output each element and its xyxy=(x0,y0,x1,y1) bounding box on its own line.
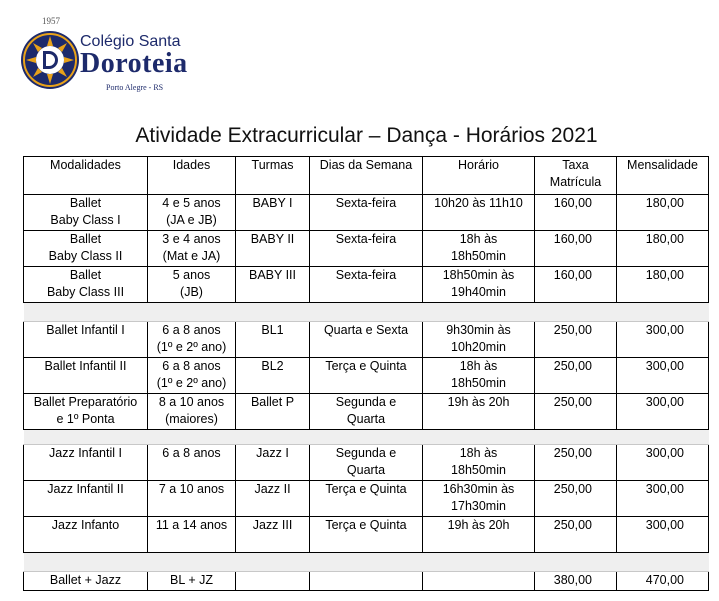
cell-modalidade: Ballet Preparatório e 1º Ponta xyxy=(24,394,148,430)
cell-horario: 19h às 20h xyxy=(423,394,535,430)
cell-turma: Jazz II xyxy=(236,481,310,517)
cell-dias xyxy=(310,572,423,591)
cell-idades: 4 e 5 anos (JA e JB) xyxy=(148,195,236,231)
cell-turma: BL2 xyxy=(236,358,310,394)
page-title: Atividade Extracurricular – Dança - Horários 2021 xyxy=(135,124,598,147)
cell-modalidade: Ballet Infantil I xyxy=(24,322,148,358)
cell-dias: Sexta-feira xyxy=(310,267,423,303)
cell-turma: BABY II xyxy=(236,231,310,267)
logo-city: Porto Alegre - RS xyxy=(106,83,164,92)
header-horario: Horário xyxy=(423,157,535,195)
cell-taxa: 160,00 xyxy=(535,231,617,267)
header-turmas: Turmas xyxy=(236,157,310,195)
cell-taxa: 250,00 xyxy=(535,517,617,553)
table-row xyxy=(24,195,709,231)
cell-mensalidade: 470,00 xyxy=(617,572,709,591)
cell-idades: 11 a 14 anos xyxy=(148,517,236,553)
separator-cell xyxy=(24,303,709,322)
cell-horario: 16h30min às 17h30min xyxy=(423,481,535,517)
logo-school-name: Doroteia xyxy=(80,48,188,79)
cell-idades: 3 e 4 anos (Mat e JA) xyxy=(148,231,236,267)
cell-turma: BABY III xyxy=(236,267,310,303)
cell-dias: Segunda e Quarta xyxy=(310,445,423,481)
cell-turma: Ballet P xyxy=(236,394,310,430)
cell-dias: Terça e Quinta xyxy=(310,517,423,553)
cell-dias: Quarta e Sexta xyxy=(310,322,423,358)
table-separator-row xyxy=(24,553,709,572)
table-row xyxy=(24,572,709,591)
cell-mensalidade: 300,00 xyxy=(617,517,709,553)
cell-horario: 18h50min às 19h40min xyxy=(423,267,535,303)
cell-idades: 7 a 10 anos xyxy=(148,481,236,517)
cell-taxa: 250,00 xyxy=(535,322,617,358)
table-row xyxy=(24,358,709,394)
cell-taxa: 160,00 xyxy=(535,195,617,231)
logo-school-label: Colégio Santa xyxy=(80,33,181,50)
table-header-row xyxy=(24,157,709,195)
cell-mensalidade: 300,00 xyxy=(617,481,709,517)
cell-modalidade: Ballet + Jazz xyxy=(24,572,148,591)
cell-modalidade: Jazz Infantil II xyxy=(24,481,148,517)
cell-mensalidade: 180,00 xyxy=(617,195,709,231)
cell-modalidade: Ballet Baby Class I xyxy=(24,195,148,231)
table-row xyxy=(24,445,709,481)
separator-cell xyxy=(24,553,709,572)
cell-horario: 19h às 20h xyxy=(423,517,535,553)
cell-idades: 6 a 8 anos (1º e 2º ano) xyxy=(148,358,236,394)
cell-mensalidade: 300,00 xyxy=(617,322,709,358)
cell-horario: 18h às 18h50min xyxy=(423,358,535,394)
cell-dias: Sexta-feira xyxy=(310,231,423,267)
cell-modalidade: Ballet Baby Class II xyxy=(24,231,148,267)
cell-taxa: 250,00 xyxy=(535,358,617,394)
cell-turma: Jazz III xyxy=(236,517,310,553)
cell-dias: Segunda e Quarta xyxy=(310,394,423,430)
cell-horario: 10h20 às 11h10 xyxy=(423,195,535,231)
header-modalidades: Modalidades xyxy=(24,157,148,195)
header-taxa: Taxa Matrícula xyxy=(535,157,617,195)
cell-modalidade: Ballet Baby Class III xyxy=(24,267,148,303)
cell-idades: 6 a 8 anos (1º e 2º ano) xyxy=(148,322,236,358)
cell-idades: BL + JZ xyxy=(148,572,236,591)
logo-year: 1957 xyxy=(42,16,60,26)
separator-cell xyxy=(24,430,709,445)
cell-idades: 6 a 8 anos xyxy=(148,445,236,481)
cell-mensalidade: 180,00 xyxy=(617,267,709,303)
cell-dias: Terça e Quinta xyxy=(310,481,423,517)
cell-mensalidade: 300,00 xyxy=(617,445,709,481)
cell-mensalidade: 180,00 xyxy=(617,231,709,267)
cell-taxa: 380,00 xyxy=(535,572,617,591)
cell-turma xyxy=(236,572,310,591)
school-logo xyxy=(18,12,218,92)
header-mensalidade: Mensalidade xyxy=(617,157,709,195)
cell-modalidade: Jazz Infantil I xyxy=(24,445,148,481)
table-separator-row xyxy=(24,430,709,445)
table-row xyxy=(24,231,709,267)
cell-idades: 5 anos (JB) xyxy=(148,267,236,303)
table-row xyxy=(24,481,709,517)
cell-horario: 18h às 18h50min xyxy=(423,231,535,267)
cell-mensalidade: 300,00 xyxy=(617,394,709,430)
cell-taxa: 250,00 xyxy=(535,394,617,430)
cell-mensalidade: 300,00 xyxy=(617,358,709,394)
cell-turma: BABY I xyxy=(236,195,310,231)
table-row xyxy=(24,322,709,358)
header-idades: Idades xyxy=(148,157,236,195)
cell-modalidade: Jazz Infanto xyxy=(24,517,148,553)
cell-dias: Sexta-feira xyxy=(310,195,423,231)
table-row xyxy=(24,517,709,553)
cell-modalidade: Ballet Infantil II xyxy=(24,358,148,394)
schedule-table xyxy=(23,156,709,591)
cell-idades: 8 a 10 anos (maiores) xyxy=(148,394,236,430)
table-separator-row xyxy=(24,303,709,322)
cell-horario: 18h às 18h50min xyxy=(423,445,535,481)
table-row xyxy=(24,394,709,430)
cell-horario xyxy=(423,572,535,591)
cell-horario: 9h30min às 10h20min xyxy=(423,322,535,358)
table-row xyxy=(24,267,709,303)
cell-turma: Jazz I xyxy=(236,445,310,481)
cell-taxa: 250,00 xyxy=(535,481,617,517)
cell-dias: Terça e Quinta xyxy=(310,358,423,394)
header-dias: Dias da Semana xyxy=(310,157,423,195)
cell-taxa: 160,00 xyxy=(535,267,617,303)
cell-taxa: 250,00 xyxy=(535,445,617,481)
cell-turma: BL1 xyxy=(236,322,310,358)
